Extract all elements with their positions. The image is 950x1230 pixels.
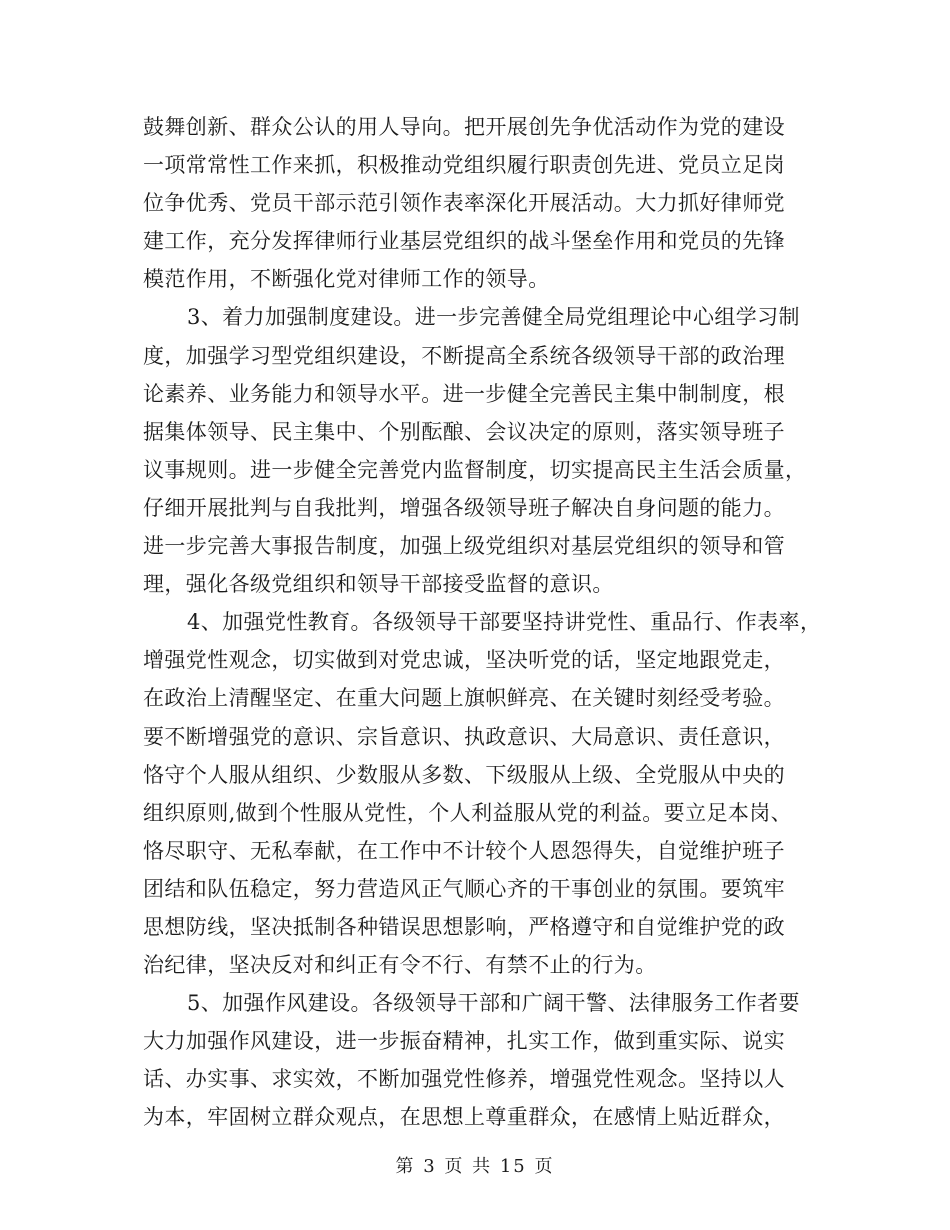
text-line: 鼓舞创新、群众公认的用人导向。把开展创先争优活动作为党的建设 xyxy=(143,115,785,139)
text-line: 在政治上清醒坚定、在重大问题上旗帜鲜亮、在关键时刻经受考验。 xyxy=(143,686,785,711)
text-line: 位争优秀、党员干部示范引领作表率深化开展活动。大力抓好律师党 xyxy=(143,191,785,216)
text-line: 论素养、业务能力和领导水平。进一步健全完善民主集中制制度，根 xyxy=(143,381,785,406)
paragraph-5-first-line: 5、加强作风建设。各级领导干部和广阔干警、法律服务工作者要 xyxy=(187,991,800,1016)
text-line: 治纪律，坚决反对和纠正有令不行、有禁不止的行为。 xyxy=(143,953,657,978)
text-line: 要不断增强党的意识、宗旨意识、执政意识、大局意识、责任意识， xyxy=(143,724,785,749)
text-line: 模范作用，不断强化党对律师工作的领导。 xyxy=(143,267,550,292)
paragraph-3-first-line: 3、着力加强制度建设。进一步完善健全局党组理论中心组学习制 xyxy=(187,305,800,330)
text-line: 度，加强学习型党组织建设，不断提高全系统各级领导干部的政治理 xyxy=(143,343,785,368)
text-line: 一项常常性工作来抓，积极推动党组织履行职责创先进、党员立足岗 xyxy=(143,153,785,178)
text-line: 话、办实事、求实效，不断加强党性修养，增强党性观念。坚持以人 xyxy=(143,1067,785,1092)
text-line: 理，强化各级党组织和领导干部接受监督的意识。 xyxy=(143,572,614,597)
page-number-footer: 第 3 页 共 15 页 xyxy=(395,1156,555,1177)
text-line: 大力加强作风建设，进一步振奋精神，扎实工作，做到重实际、说实 xyxy=(143,1029,785,1054)
text-line: 恪守个人服从组织、少数服从多数、下级服从上级、全党服从中央的 xyxy=(143,762,785,787)
text-line: 为本，牢固树立群众观点，在思想上尊重群众，在感情上贴近群众， xyxy=(143,1105,785,1130)
text-line: 据集体领导、民主集中、个别酝酿、会议决定的原则，落实领导班子 xyxy=(143,419,785,444)
text-line: 恪尽职守、无私奉献，在工作中不计较个人恩怨得失，自觉维护班子 xyxy=(143,838,785,863)
text-line: 进一步完善大事报告制度，加强上级党组织对基层党组织的领导和管 xyxy=(143,534,785,559)
text-line: 组织原则,做到个性服从党性，个人利益服从党的利益。要立足本岗、 xyxy=(143,800,793,825)
text-line: 团结和队伍稳定，努力营造风正气顺心齐的干事创业的氛围。要筑牢 xyxy=(143,876,785,901)
body-text xyxy=(143,108,833,1137)
paragraph-4-first-line: 4、加强党性教育。各级领导干部要坚持讲党性、重品行、作表率， xyxy=(187,610,822,635)
text-line: 仔细开展批判与自我批判，增强各级领导班子解决自身问题的能力。 xyxy=(143,495,785,520)
text-line: 增强党性观念，切实做到对党忠诚，坚决听党的话，坚定地跟党走， xyxy=(143,648,785,673)
text-line: 思想防线，坚决抵制各种错误思想影响，严格遵守和自觉维护党的政 xyxy=(143,914,785,939)
text-line: 议事规则。进一步健全完善党内监督制度，切实提高民主生活会质量， xyxy=(143,457,807,482)
text-line: 建工作，充分发挥律师行业基层党组织的战斗堡垒作用和党员的先锋 xyxy=(143,229,785,254)
